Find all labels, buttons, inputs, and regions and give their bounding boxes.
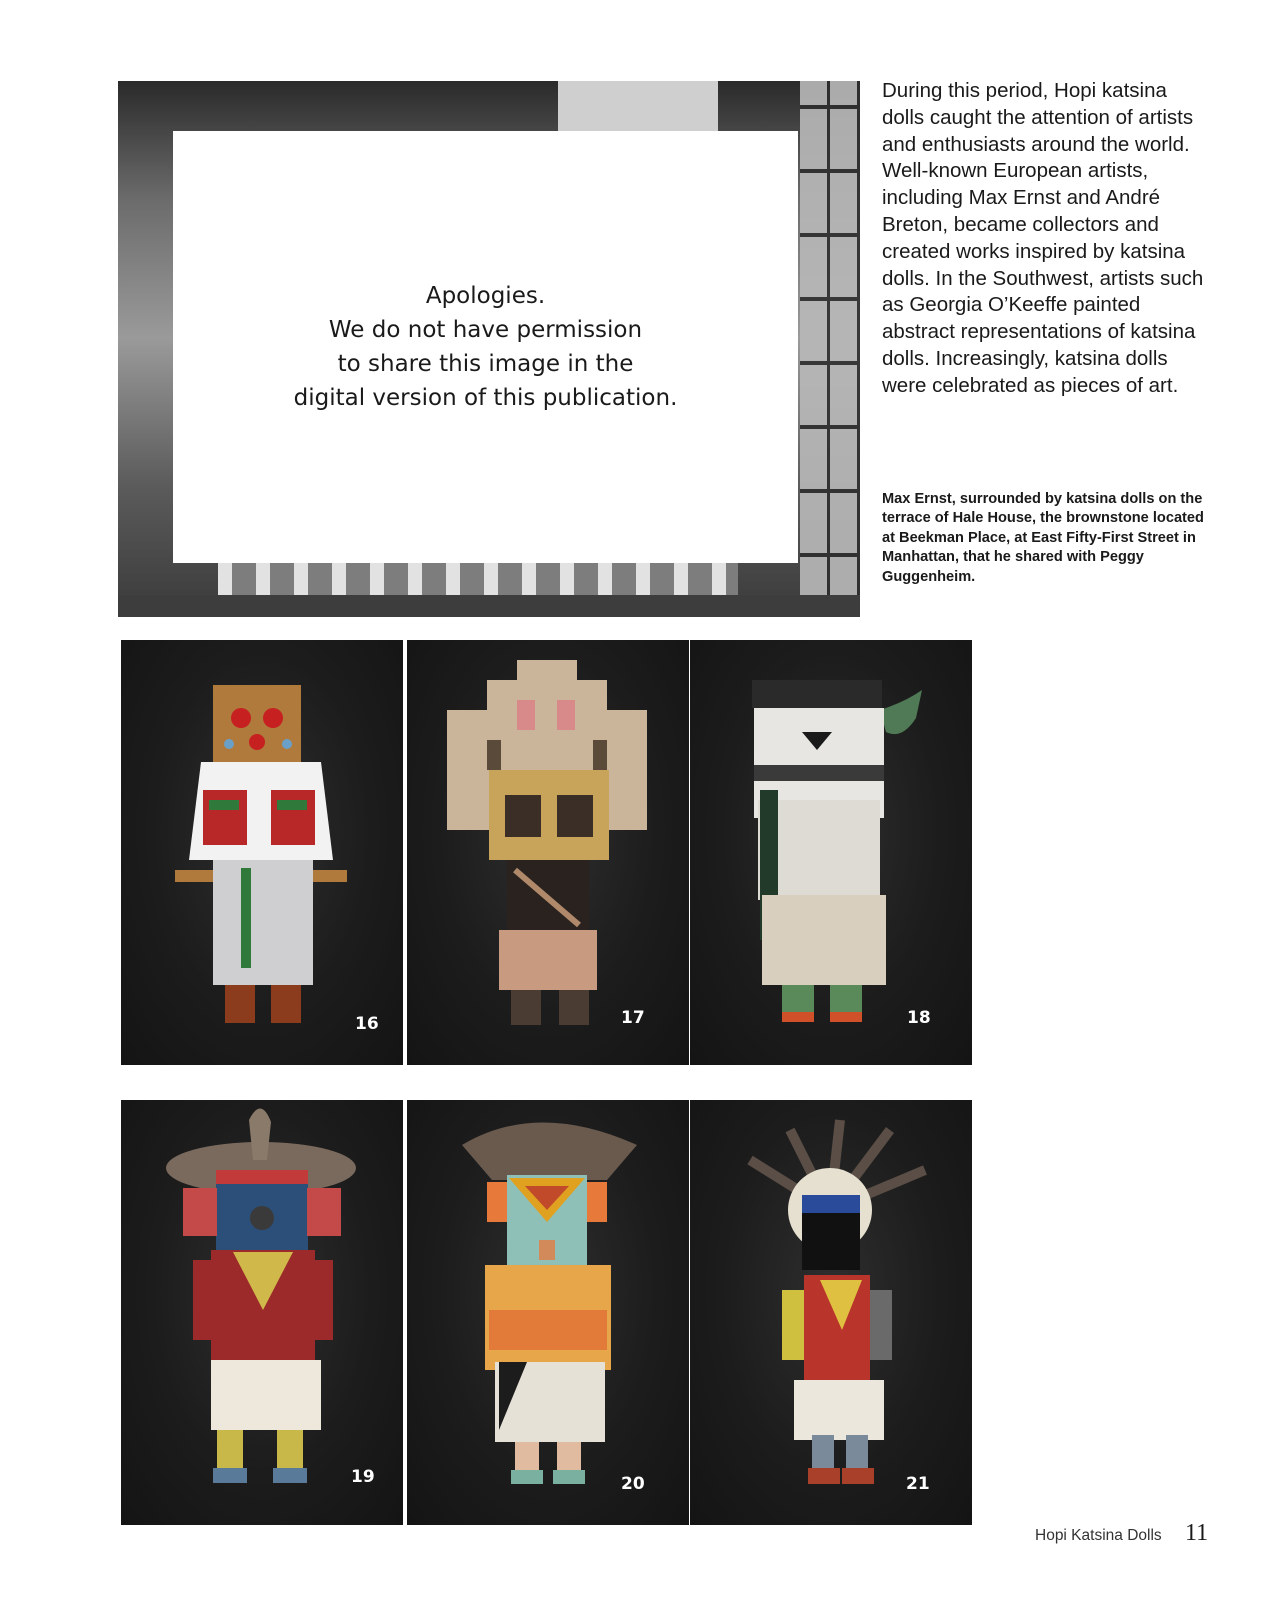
photo-number: 17 xyxy=(621,1008,645,1028)
notice-line: to share this image in the xyxy=(337,351,634,377)
katsina-doll-photo xyxy=(690,640,972,1065)
katsina-doll-photo xyxy=(690,1100,972,1525)
doll-illustration xyxy=(407,1100,689,1525)
doll-illustration xyxy=(407,640,689,1065)
katsina-doll-photo xyxy=(121,640,403,1065)
photo-background-ledge xyxy=(118,595,860,617)
permission-notice xyxy=(173,131,798,563)
doll-illustration xyxy=(690,640,972,1065)
archival-photo xyxy=(118,81,860,617)
photo-number: 21 xyxy=(906,1474,930,1494)
photo-caption: Max Ernst, surrounded by katsina dolls on the terrace of Hale House, the brownstone located at Beekman Place, at East Fifty-First Street in Manhattan, that he shared with Peggy Guggenheim. xyxy=(882,491,1204,585)
notice-line: Apologies. xyxy=(425,283,546,309)
notice-line: digital version of this publication. xyxy=(293,385,678,411)
running-footer-title: Hopi Katsina Dolls xyxy=(1035,1527,1162,1544)
doll-illustration xyxy=(690,1100,972,1525)
photo-number: 18 xyxy=(907,1008,931,1028)
katsina-doll-photo xyxy=(407,640,689,1065)
photo-number: 20 xyxy=(621,1474,645,1494)
photo-number: 16 xyxy=(355,1014,379,1034)
page-number: 11 xyxy=(1185,1520,1209,1546)
body-paragraph: During this period, Hopi katsina dolls caught the attention of artists and enthusiasts around the world. Well-known European artists, including Max Ernst and André Breton, became collectors and created works inspired by katsina dolls. In the Southwest, artists such as Georgia O’Keeffe painted abstract representations of katsina dolls. Increasingly, katsina dolls were celebrated as pieces of art. xyxy=(882,79,1204,397)
photo-background-windows xyxy=(800,81,860,617)
photo-number: 19 xyxy=(351,1467,375,1487)
doll-illustration xyxy=(121,1100,403,1525)
katsina-doll-photo xyxy=(121,1100,403,1525)
doll-illustration xyxy=(121,640,403,1065)
notice-line: We do not have permission xyxy=(328,317,643,343)
katsina-doll-photo xyxy=(407,1100,689,1525)
